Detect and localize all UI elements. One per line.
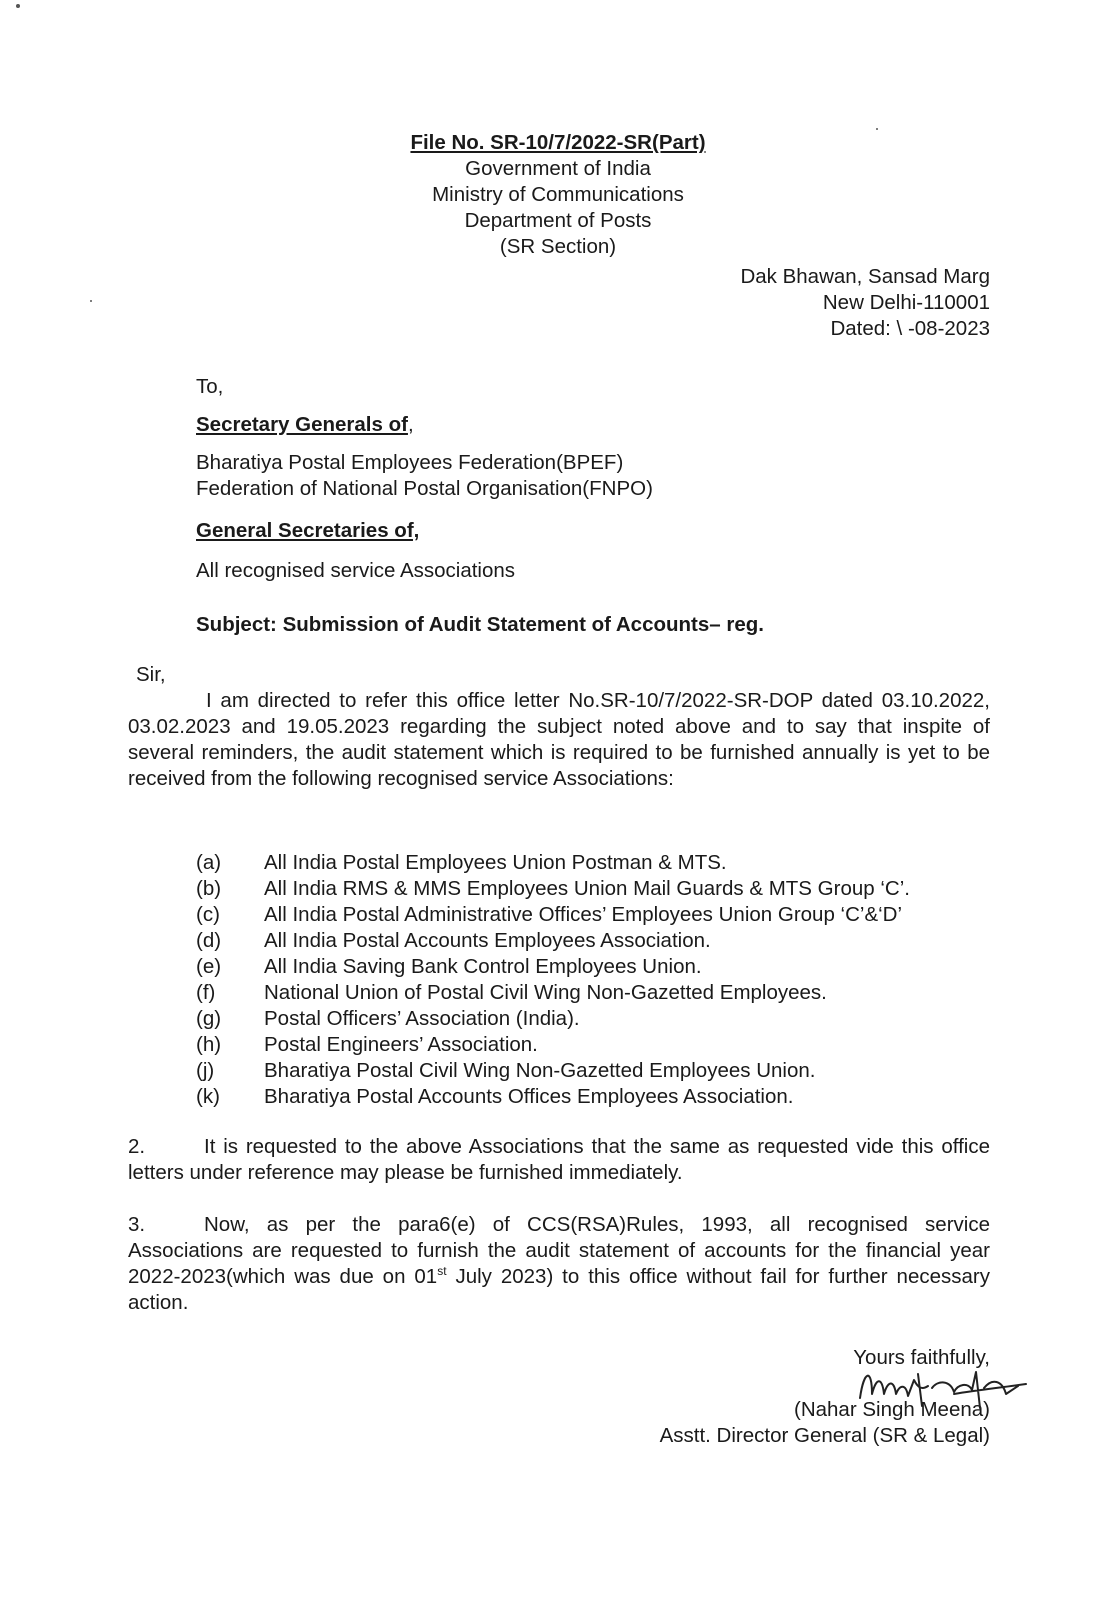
paragraph-3-text-end: July 2023) to this office without fail for further necessary action. <box>128 1265 990 1314</box>
association-label: (g) <box>196 1007 222 1030</box>
paragraph-2-text: It is requested to the above Associations that the same as requested vide this office letters under reference may please be furnished immediately. <box>128 1135 990 1184</box>
paragraph-1-text: I am directed to refer this office letter No.SR-10/7/2022-SR-DOP dated 03.10.2022, 03.02.2023 and 19.05.2023 regarding the subject noted above and to say that inspite of several reminders, the audit statement which is required to be furnished annually is yet to be received from the following recognised service Associations: <box>128 689 990 790</box>
association-item <box>196 850 1016 876</box>
association-label: (b) <box>196 877 222 900</box>
secretary-generals-heading-text: Secretary Generals of <box>196 413 408 436</box>
federation-fnpo: Federation of National Postal Organisation(FNPO) <box>196 477 653 500</box>
association-label: (h) <box>196 1033 222 1056</box>
letter-header <box>330 130 786 260</box>
association-name: All India Postal Administrative Offices’ Employees Union Group ‘C’&‘D’ <box>264 903 903 926</box>
association-label: (f) <box>196 981 216 1004</box>
signatory-name: (Nahar Singh Meena) <box>794 1398 990 1421</box>
association-item <box>196 876 1016 902</box>
address-line-2: New Delhi-110001 <box>822 291 990 314</box>
association-item <box>196 928 1016 954</box>
file-number: File No. SR-10/7/2022-SR(Part) <box>410 131 706 154</box>
association-item <box>196 1006 1016 1032</box>
secretary-generals-heading-comma: , <box>407 413 414 436</box>
date-label: Dated: <box>830 317 891 340</box>
association-item <box>196 1084 1016 1110</box>
association-item <box>196 954 1016 980</box>
paragraph-1 <box>128 688 990 792</box>
scan-speck <box>16 4 20 8</box>
association-label: (a) <box>196 851 222 874</box>
association-item <box>196 902 1016 928</box>
paragraph-2-number: 2. <box>128 1135 146 1158</box>
signatory-designation: Asstt. Director General (SR & Legal) <box>659 1424 990 1447</box>
association-item <box>196 980 1016 1006</box>
ordinal-superscript: st <box>437 1264 447 1279</box>
header-line-department: Department of Posts <box>464 209 652 232</box>
paragraph-3-number: 3. <box>128 1213 146 1236</box>
header-line-government: Government of India <box>465 157 651 180</box>
address-line-1: Dak Bhawan, Sansad Marg <box>740 265 990 288</box>
header-line-ministry: Ministry of Communications <box>432 183 684 206</box>
paragraph-3-text: Now, as per the para6(e) of CCS(RSA)Rules, 1993, all recognised service Associations are requested to furnish the audit statement of accounts for the financial year 2022-2023(which was due on 01 <box>128 1213 990 1288</box>
paragraph-3 <box>128 1212 990 1316</box>
to-label: To, <box>196 375 224 398</box>
association-name: Postal Officers’ Association (India). <box>264 1007 580 1030</box>
paragraph-2 <box>128 1134 990 1186</box>
association-label: (k) <box>196 1085 220 1108</box>
association-item <box>196 1058 1016 1084</box>
association-name: All India Postal Employees Union Postman & MTS. <box>264 851 727 874</box>
scan-speck <box>876 128 878 130</box>
date-value: \ -08-2023 <box>896 317 990 340</box>
association-name: All India Saving Bank Control Employees Union. <box>264 955 702 978</box>
handwritten-signature <box>858 1350 1028 1420</box>
general-secretaries-recipients: All recognised service Associations <box>196 559 516 582</box>
association-name: Postal Engineers’ Association. <box>264 1033 538 1056</box>
federation-list <box>196 450 653 502</box>
yours-faithfully: Yours faithfully, <box>853 1346 990 1369</box>
association-name: All India RMS & MMS Employees Union Mail Guards & MTS Group ‘C’. <box>264 877 910 900</box>
header-line-section: (SR Section) <box>499 235 617 258</box>
association-name: Bharatiya Postal Civil Wing Non-Gazetted Employees Union. <box>264 1059 816 1082</box>
sender-address <box>600 264 990 342</box>
association-list <box>196 850 1016 1110</box>
scan-speck <box>90 300 92 302</box>
date-line <box>600 316 990 342</box>
association-label: (d) <box>196 929 222 952</box>
federation-bpef: Bharatiya Postal Employees Federation(BPEF) <box>196 451 624 474</box>
general-secretaries-heading: General Secretaries of, <box>196 519 420 542</box>
association-label: (j) <box>196 1059 215 1082</box>
association-name: Bharatiya Postal Accounts Offices Employees Association. <box>264 1085 794 1108</box>
association-name: National Union of Postal Civil Wing Non-Gazetted Employees. <box>264 981 827 1004</box>
subject-line: Subject: Submission of Audit Statement of Accounts– reg. <box>196 613 764 636</box>
secretary-generals-heading <box>196 412 414 438</box>
association-label: (e) <box>196 955 222 978</box>
association-item <box>196 1032 1016 1058</box>
association-label: (c) <box>196 903 220 926</box>
association-name: All India Postal Accounts Employees Association. <box>264 929 711 952</box>
salutation: Sir, <box>136 663 166 686</box>
